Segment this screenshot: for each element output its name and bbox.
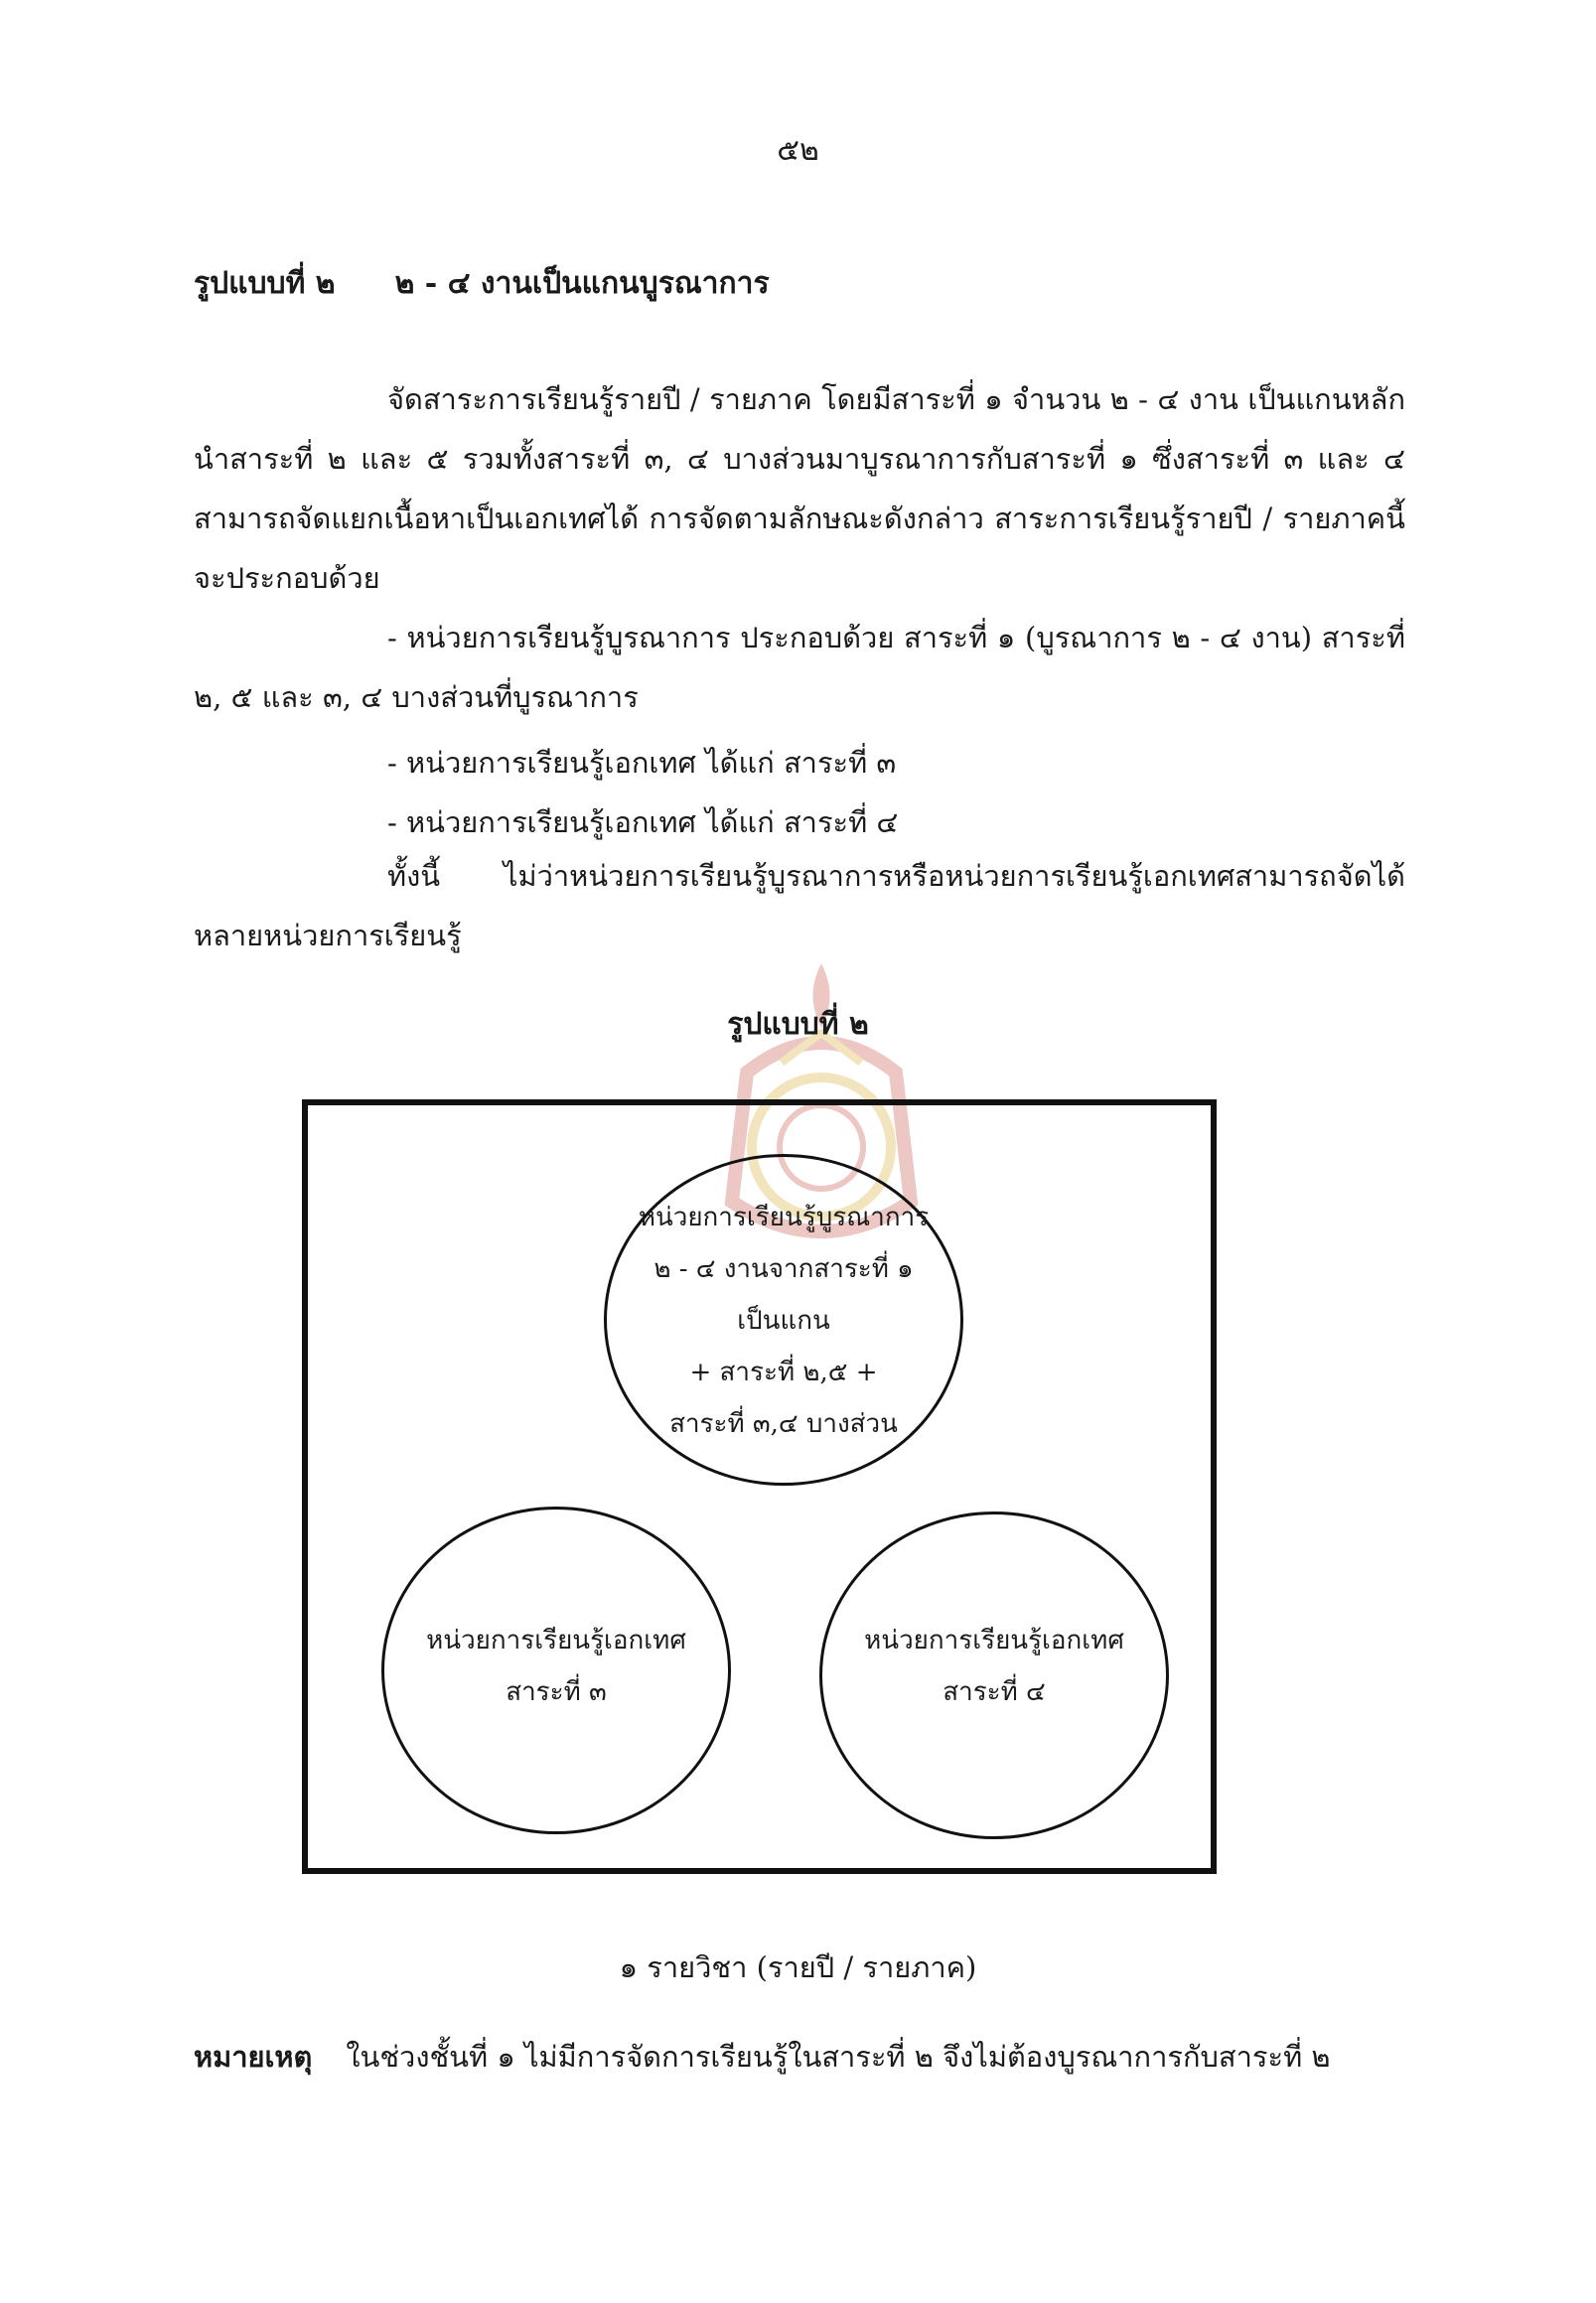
independent-3-line-2: สาระที่ ๓ xyxy=(506,1677,607,1707)
figure-caption: ๑ รายวิชา (รายปี / รายภาค) xyxy=(619,1950,977,1984)
closing-paragraph: ทั้งนี้ ไม่ว่าหน่วยการเรียนรู้บูรณาการหรือหน่วยการเรียนรู้เอกเทศสามารถจัดได้หลายหน่วยการเรียนรู้ xyxy=(194,859,1405,952)
integrated-line-3: เป็นแกน xyxy=(737,1306,830,1336)
page-number: ๕๒ xyxy=(777,133,819,168)
heading-title: ๒ - ๔ งานเป็นแกนบูรณาการ xyxy=(394,266,770,301)
independent-4-line-1: หน่วยการเรียนรู้เอกเทศ xyxy=(864,1626,1124,1655)
independent-3-line-1: หน่วยการเรียนรู้เอกเทศ xyxy=(426,1626,686,1655)
integrated-line-2: ๒ - ๔ งานจากสาระที่ ๑ xyxy=(653,1254,914,1284)
integrated-unit-text xyxy=(604,1192,963,1450)
section-heading xyxy=(194,260,770,307)
footnote xyxy=(194,2034,1331,2080)
heading-label: รูปแบบที่ ๒ xyxy=(194,266,336,301)
independent-unit-4-text xyxy=(819,1615,1169,1718)
independent-unit-3-text xyxy=(381,1615,731,1718)
figure-title: รูปแบบที่ ๒ xyxy=(727,1007,869,1042)
integrated-line-4: + สาระที่ ๒,๕ + xyxy=(689,1358,878,1387)
integrated-line-5: สาระที่ ๓,๔ บางส่วน xyxy=(669,1409,898,1439)
bullet-integrated: - หน่วยการเรียนรู้บูรณาการ ประกอบด้วย สาระที่ ๑ (บูรณาการ ๒ - ๔ งาน) สาระที่ ๒, ๕ และ ๓, ๔ บางส่วนที่บูรณาการ xyxy=(194,621,1405,714)
note-text: ในช่วงชั้นที่ ๑ ไม่มีการจัดการเรียนรู้ในสาระที่ ๒ จึงไม่ต้องบูรณาการกับสาระที่ ๒ xyxy=(346,2040,1331,2074)
integrated-line-1: หน่วยการเรียนรู้บูรณาการ xyxy=(638,1203,930,1232)
intro-paragraph: จัดสาระการเรียนรู้รายปี / รายภาค โดยมีสาระที่ ๑ จำนวน ๒ - ๔ งาน เป็นแกนหลัก นำสาระที่ ๒ และ ๕ รวมทั้งสาระที่ ๓, ๔ บางส่วนมาบูรณาการกับสาระที่ ๑ ซึ่งสาระที่ ๓ และ ๔ สามารถจัดแยกเนื้อหาเป็นเอกเทศได้ การจัดตามลักษณะดังกล่าว สาระการเรียนรู้รายปี / รายภาคนี้ จะประกอบด้วย xyxy=(194,382,1405,595)
note-label: หมายเหตุ xyxy=(194,2040,313,2074)
bullet-independent-3: - หน่วยการเรียนรู้เอกเทศ ได้แก่ สาระที่ ๓ xyxy=(387,746,897,780)
bullet-independent-4: - หน่วยการเรียนรู้เอกเทศ ได้แก่ สาระที่ ๔ xyxy=(387,805,899,839)
independent-4-line-2: สาระที่ ๔ xyxy=(943,1677,1046,1707)
